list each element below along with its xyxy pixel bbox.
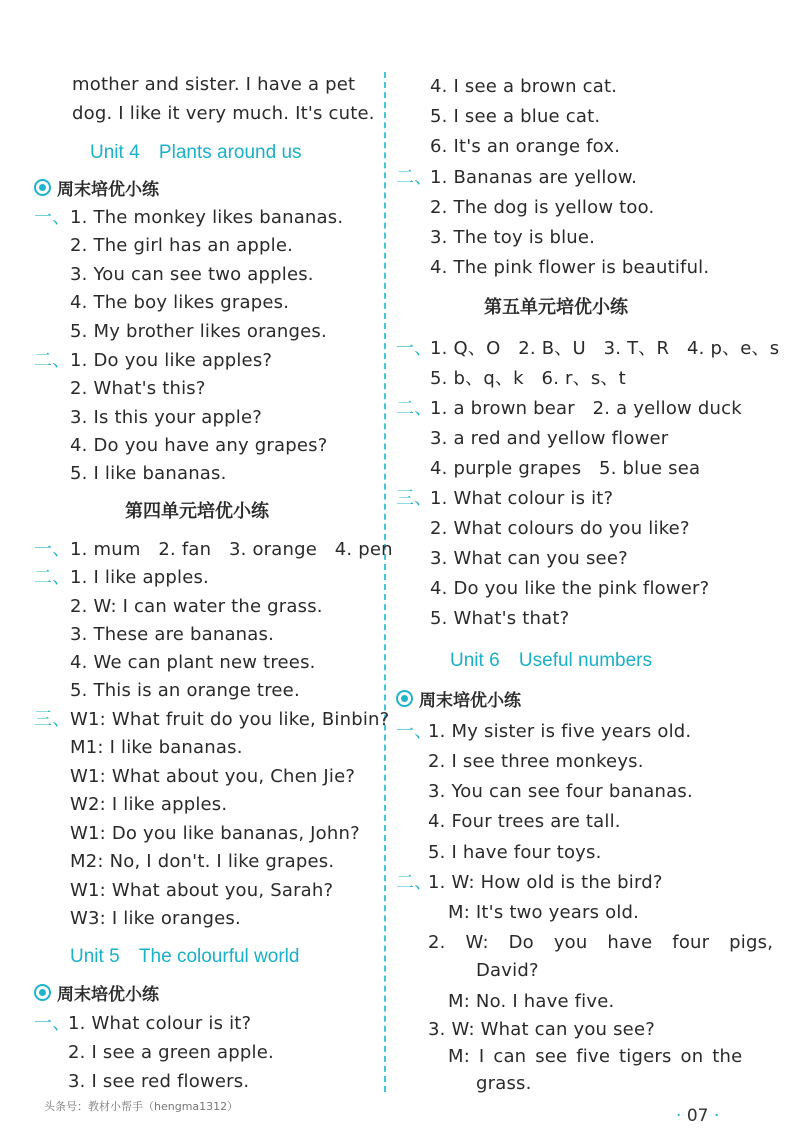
list-item: 3. You can see two apples. — [70, 264, 314, 285]
weekend-practice-heading-1: 周末培优小练 — [34, 178, 159, 202]
dialogue-line: M: No. I have five. — [448, 991, 615, 1012]
section-marker: 二、 — [396, 872, 433, 893]
section-marker: 三、 — [34, 709, 71, 730]
list-item: 4. purple grapes 5. blue sea — [430, 458, 701, 479]
target-icon — [34, 179, 51, 196]
list-item: 1. What colour is it? — [430, 488, 614, 509]
dialogue-line: W1: What about you, Sarah? — [70, 880, 334, 901]
list-item: 1. My sister is five years old. — [428, 721, 692, 742]
unit5-number: Unit 5 — [70, 946, 120, 967]
review-heading-4: 第四单元培优小练 — [125, 501, 269, 522]
target-icon — [34, 984, 51, 1001]
dialogue-line: grass. — [476, 1073, 532, 1094]
list-item: 3. Is this your apple? — [70, 407, 262, 428]
dialogue-line: 3. W: What can you see? — [428, 1019, 655, 1040]
list-item: 5. I see a blue cat. — [430, 106, 601, 127]
unit4-title: Plants around us — [158, 142, 302, 163]
dialogue-line: W1: What fruit do you like, Binbin? — [70, 709, 390, 730]
section-marker: 二、 — [396, 398, 433, 419]
list-item: 6. It's an orange fox. — [430, 136, 621, 157]
list-item: 2. I see a green apple. — [68, 1042, 274, 1063]
section-marker: 一、 — [34, 539, 71, 560]
section-marker: 一、 — [34, 207, 71, 228]
dialogue-line: M: I can see five tigers on the — [448, 1046, 743, 1067]
section-marker: 二、 — [34, 567, 71, 588]
unit6-title: Useful numbers — [518, 650, 652, 671]
unit5-title: The colourful world — [138, 946, 300, 967]
list-item: 4. Do you have any grapes? — [70, 435, 328, 456]
dialogue-line: David? — [476, 960, 539, 981]
dialogue-line: 1. W: How old is the bird? — [428, 872, 663, 893]
dialogue-line: M: It's two years old. — [448, 902, 640, 923]
list-item: 2. What colours do you like? — [430, 518, 690, 539]
section-marker: 三、 — [396, 488, 433, 509]
dialogue-line: M1: I like bananas. — [70, 737, 243, 758]
list-item: 5. This is an orange tree. — [70, 680, 300, 701]
list-item: 5. I like bananas. — [70, 463, 227, 484]
list-item: 4. Four trees are tall. — [428, 811, 621, 832]
list-item: 4. Do you like the pink flower? — [430, 578, 710, 599]
list-item: 3. a red and yellow flower — [430, 428, 669, 449]
dialogue-line: 2. W: Do you have four pigs, — [428, 932, 774, 953]
list-item: 1. What colour is it? — [68, 1013, 252, 1034]
dialogue-line: W3: I like oranges. — [70, 908, 241, 929]
list-item: 2. The dog is yellow too. — [430, 197, 655, 218]
list-item: 1. Q、O 2. B、U 3. T、R 4. p、e、s — [430, 338, 780, 359]
section-marker: 一、 — [34, 1013, 71, 1034]
unit6-number: Unit 6 — [450, 650, 500, 671]
unit4-number: Unit 4 — [90, 142, 140, 163]
section-marker: 一、 — [396, 721, 433, 742]
dialogue-line: W2: I like apples. — [70, 794, 228, 815]
dialogue-line: W1: Do you like bananas, John? — [70, 823, 360, 844]
intro-line-2: dog. I like it very much. It's cute. — [72, 103, 375, 124]
section-marker: 一、 — [396, 338, 433, 359]
list-item: 3. These are bananas. — [70, 624, 275, 645]
intro-line-1: mother and sister. I have a pet — [72, 74, 356, 95]
list-item: 2. What's this? — [70, 378, 206, 399]
list-item: 1. Bananas are yellow. — [430, 167, 638, 188]
list-item: 5. b、q、k 6. r、s、t — [430, 368, 626, 389]
list-item: 1. Do you like apples? — [70, 350, 273, 371]
target-icon — [396, 690, 413, 707]
review-heading-5: 第五单元培优小练 — [484, 297, 628, 318]
list-item: 1. The monkey likes bananas. — [70, 207, 344, 228]
list-item: 2. W: I can water the grass. — [70, 596, 323, 617]
list-item: 3. You can see four bananas. — [428, 781, 693, 802]
weekend-practice-heading-3: 周末培优小练 — [396, 689, 521, 713]
list-item: 1. I like apples. — [70, 567, 209, 588]
list-item: 3. What can you see? — [430, 548, 628, 569]
footer-watermark: 头条号：教材小帮手（hengma1312） — [44, 1100, 239, 1113]
list-item: 2. The girl has an apple. — [70, 235, 294, 256]
list-item: 4. The pink flower is beautiful. — [430, 257, 710, 278]
unit5-heading — [70, 945, 299, 969]
page-number: · 07 · — [676, 1106, 720, 1126]
list-item: 5. What's that? — [430, 608, 570, 629]
list-item: 2. I see three monkeys. — [428, 751, 644, 772]
list-item: 5. My brother likes oranges. — [70, 321, 327, 342]
list-item: 3. The toy is blue. — [430, 227, 596, 248]
section-marker: 二、 — [34, 350, 71, 371]
list-item: 4. I see a brown cat. — [430, 76, 618, 97]
list-item: 4. The boy likes grapes. — [70, 292, 290, 313]
list-item: 5. I have four toys. — [428, 842, 602, 863]
dialogue-line: M2: No, I don't. I like grapes. — [70, 851, 335, 872]
column-divider — [384, 72, 386, 1092]
unit6-heading — [450, 649, 652, 673]
list-item: 4. We can plant new trees. — [70, 652, 316, 673]
list-item: 1. mum 2. fan 3. orange 4. pen — [70, 539, 393, 560]
list-item: 1. a brown bear 2. a yellow duck — [430, 398, 742, 419]
section-marker: 二、 — [396, 167, 433, 188]
weekend-practice-heading-2: 周末培优小练 — [34, 983, 159, 1007]
list-item: 3. I see red flowers. — [68, 1071, 250, 1092]
dialogue-line: W1: What about you, Chen Jie? — [70, 766, 356, 787]
unit4-heading — [90, 141, 302, 165]
